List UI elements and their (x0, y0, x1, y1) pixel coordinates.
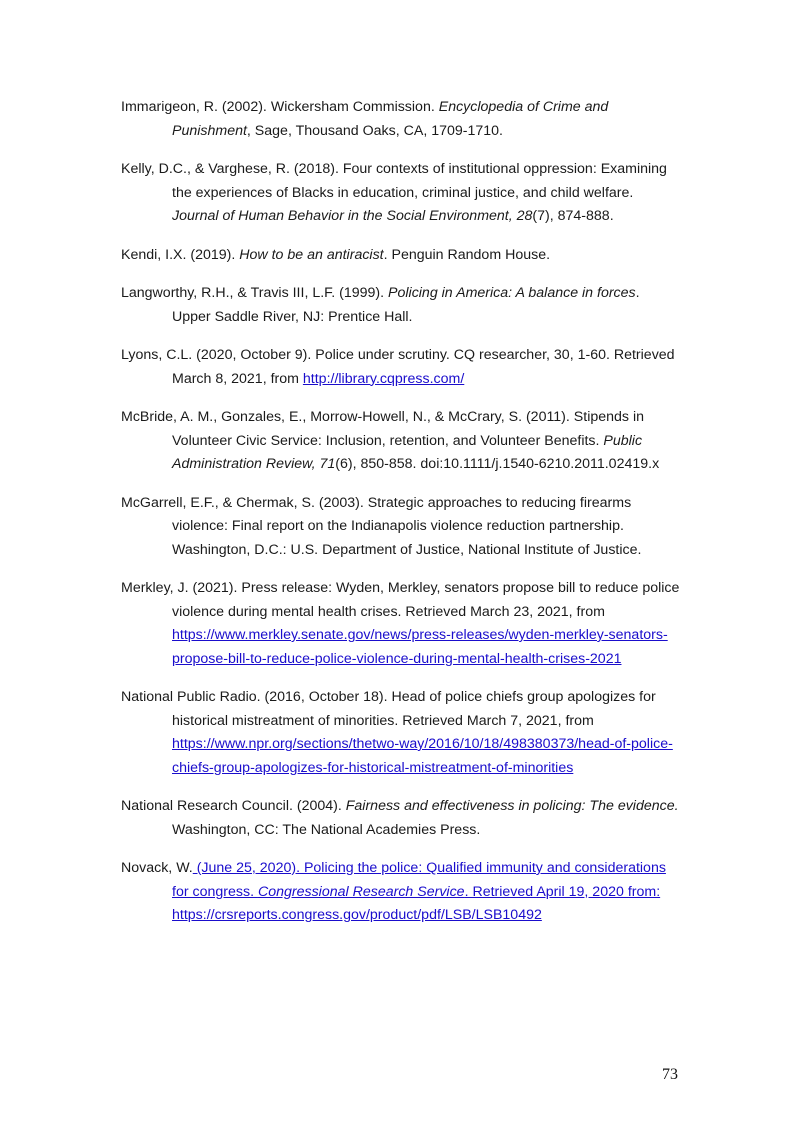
reference-entry: National Public Radio. (2016, October 18). Head of police chiefs group apologizes for historical mistreatment of minorities. Retrieved March 7, 2021, from https://www.npr.org/sections/thetwo-way/2016/10/18/498380373/head-of-police-chiefs-group-apologizes-for-historical-mistreatment-of-minorities (121, 689, 673, 776)
reference-entry: National Research Council. (2004). Fairness and effectiveness in policing: The evidence. Washington, CC: The National Academies Press. (121, 798, 679, 838)
reference-entry: Merkley, J. (2021). Press release: Wyden, Merkley, senators propose bill to reduce police violence during mental health crises. Retrieved March 23, 2021, from https://www.merkley.senate.gov/news/press-releases/wyden-merkley-senators-propose-bill-to-reduce-police-violence-during-mental-health-crises-2021 (121, 580, 680, 667)
reference-link[interactable]: http://library.cqpress.com/ (302, 370, 465, 387)
reference-entry: McBride, A. M., Gonzales, E., Morrow-Howell, N., & McCrary, S. (2011). Stipends in Volunteer Civic Service: Inclusion, retention, and Volunteer Benefits. Public Administration Review, 71(6), 850-858. doi:10.1111/j.1540-6210.2011.02419.x (121, 409, 660, 472)
reference-list (121, 96, 681, 943)
reference-entry: Lyons, C.L. (2020, October 9). Police under scrutiny. CQ researcher, 30, 1-60. Retrieved March 8, 2021, from http://library.cqpress.com/ (121, 347, 675, 387)
reference-entry: Langworthy, R.H., & Travis III, L.F. (1999). Policing in America: A balance in forces. Upper Saddle River, NJ: Prentice Hall. (121, 285, 640, 325)
reference-link[interactable]: https://www.merkley.senate.gov/news/press-releases/wyden-merkley-senators-propose-bill-to-reduce-police-violence-during-mental-health-crises-2021 (172, 627, 668, 667)
reference-entry: McGarrell, E.F., & Chermak, S. (2003). Strategic approaches to reducing firearms violence: Final report on the Indianapolis violence reduction partnership. Washington, D.C.: U.S. Department of Justice, National Institute of Justice. (121, 494, 642, 558)
reference-link[interactable]: (June 25, 2020). Policing the police: Qualified immunity and considerations for congress. Congressional Research Service. Retrieved April 19, 2020 from: https://crsreports.congress.gov/product/pdf/LSB/LSB10492 (172, 860, 666, 923)
reference-entry: Kelly, D.C., & Varghese, R. (2018). Four contexts of institutional oppression: Examining the experiences of Blacks in education, criminal justice, and child welfare. Journal of Human Behavior in the Social Environment, 28(7), 874-888. (121, 161, 667, 224)
reference-entry: Novack, W. (June 25, 2020). Policing the police: Qualified immunity and considerations for congress. Congressional Research Service. Retrieved April 19, 2020 from: https://crsreports.congress.gov/product/pdf/LSB/LSB10492 (121, 860, 666, 923)
reference-entry: Kendi, I.X. (2019). How to be an antiracist. Penguin Random House. (121, 246, 551, 263)
reference-entry: Immarigeon, R. (2002). Wickersham Commission. Encyclopedia of Crime and Punishment, Sage, Thousand Oaks, CA, 1709-1710. (121, 99, 609, 139)
page-number: 73 (662, 1066, 678, 1083)
reference-link[interactable]: https://www.npr.org/sections/thetwo-way/2016/10/18/498380373/head-of-police-chiefs-group-apologizes-for-historical-mistreatment-of-minorities (172, 736, 673, 776)
